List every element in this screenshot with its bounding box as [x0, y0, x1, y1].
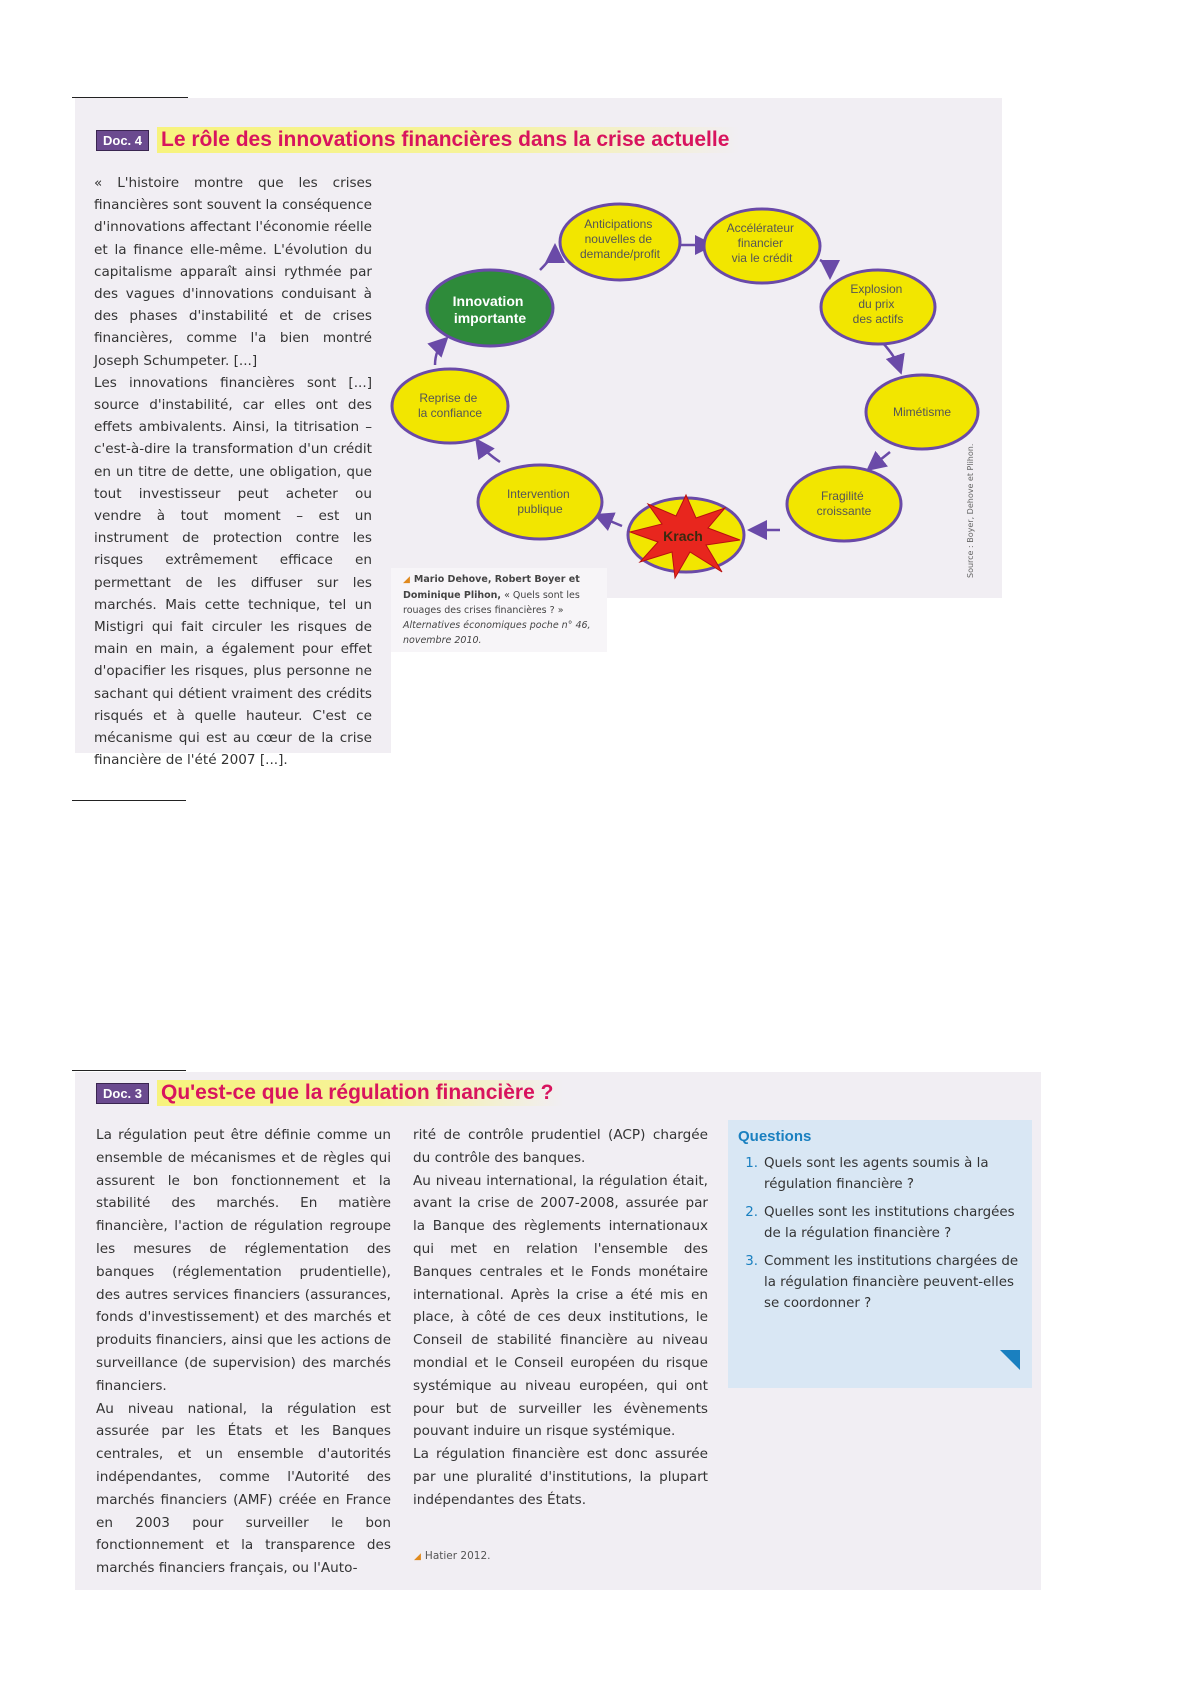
label-fragilite-1: Fragilité: [820, 489, 864, 503]
doc3-header: [96, 1080, 563, 1106]
source-triangle-icon: ◢: [403, 575, 410, 585]
doc3-source-triangle-icon: ◢: [414, 1552, 421, 1562]
arrow-krach-to-intervention: [598, 516, 622, 526]
label-explosion-1: Explosion: [850, 282, 903, 296]
label-explosion-2: du prix: [858, 297, 895, 311]
question-1-number: 1.: [745, 1156, 758, 1171]
question-2-text: Quelles sont les institutions chargées de la régulation financière ?: [764, 1205, 1015, 1241]
doc3-col2-paragraph-3: La régulation financière est donc assurée par une pluralité d'institutions, la plupart indépendantes des États.: [413, 1446, 708, 1508]
label-anticipations: [580, 217, 661, 261]
doc3-badge: Doc. 3: [96, 1083, 149, 1104]
label-explosion-3: des actifs: [852, 312, 904, 326]
doc4-source-authors: Mario Dehove, Robert Boyer et Dominique Plihon,: [403, 574, 580, 601]
crisis-cycle-diagram: [390, 190, 980, 580]
doc3-source-text: Hatier 2012.: [424, 1550, 491, 1562]
doc3-col2-paragraph-1: rité de contrôle prudentiel (ACP) chargée du contrôle des banques.: [413, 1127, 708, 1166]
question-2-number: 2.: [745, 1205, 758, 1220]
label-innovation-1: Innovation: [452, 293, 524, 309]
doc4-body-text: [94, 172, 372, 771]
doc3-title: Qu'est-ce que la régulation financière ?: [157, 1080, 563, 1106]
arrow-reprise-to-innovation: [435, 340, 445, 365]
doc3-col1-paragraph-1: La régulation peut être définie comme un ensemble de mécanismes et de règles qui assurent le bon fonctionnement et la stabilité des marchés. En matière financière, l'action de régulation regroupe les mesures de réglementation des banques (réglementation prudentielle), des autres services financiers (assurances, fonds d'investissement) et des marchés et produits financiers, ainsi que les actions de surveillance (de supervision) des marchés financiers.: [96, 1127, 391, 1394]
separator-rule-middle: [72, 800, 186, 801]
label-intervention-1: Intervention: [506, 487, 570, 501]
doc3-col2-paragraph-2: Au niveau international, la régulation était, avant la crise de 2007-2008, assurée par la Banque des règlements internationaux qui met en relation l'ensemble des Banques centrales et le Fonds monétaire international. Après la crise a été mis en place, à côté de ces deux institutions, le Conseil de stabilité financière au niveau mondial et le Conseil européen du risque systémique au niveau européen, qui ont pour but de surveiller les évènements pouvant induire un risque systémique.: [413, 1172, 708, 1440]
doc4-paragraph-2: Les innovations financières sont [...] source d'instabilité, car elles ont des effets ambivalents. Ainsi, la titrisation – c'est-à-dire la transformation d'un crédit en un titre de dette, une obligation, que tout investisseur peut acheter ou vendre à tout moment – est un instrument de protection contre les risques extrêmement efficace en permettant de les diffuser sur les marchés. Mais cette technique, tel un Mistigri qui fait circuler les risques de main en main, a également pour effet d'opacifier les risques, plus personne ne sachant qui détient vraiment des crédits risqués et à quelle hauteur. C'est ce mécanisme qui est au cœur de la crise financière de l'été 2007 [...].: [94, 374, 372, 769]
question-3-number: 3.: [745, 1254, 758, 1269]
label-reprise-2: la confiance: [417, 406, 483, 420]
label-fragilite: [817, 489, 872, 518]
doc4-paragraph-1: « L'histoire montre que les crises financières sont souvent la conséquence d'innovations affectant l'économie réelle et la finance elle-même. L'évolution du capitalisme apparaît ainsi rythmée par des vagues d'innovations conduisant à des phases d'instabilité et de crises financières, comme l'a bien montré Joseph Schumpeter. [...]: [94, 175, 372, 369]
label-anticipations-1: Anticipations: [584, 217, 653, 231]
doc3-column-2: [413, 1124, 708, 1512]
questions-corner-triangle-icon: [1000, 1350, 1020, 1370]
label-anticipations-3: demande/profit: [579, 247, 661, 261]
arrow-intervention-to-reprise: [478, 442, 500, 462]
arrow-accelerateur-to-explosion: [820, 260, 830, 275]
question-3-text: Comment les institutions chargées de la régulation financière peuvent-elles se coordonner ?: [764, 1254, 1019, 1311]
question-1: [738, 1153, 1020, 1195]
separator-rule-lower: [72, 1070, 186, 1071]
label-accelerateur-1: Accélérateur: [726, 221, 795, 235]
question-1-text: Quels sont les agents soumis à la régulation financière ?: [764, 1156, 989, 1192]
label-innovation-2: importante: [453, 310, 527, 326]
doc4-source-title: « Quels sont les rouages des crises financières ? »: [403, 590, 580, 616]
doc3-source: [414, 1550, 490, 1562]
label-accelerateur-2: financier: [737, 236, 784, 250]
doc3-column-1: [96, 1124, 391, 1580]
label-reprise-1: Reprise de: [419, 391, 478, 405]
label-krach: Krach: [663, 528, 703, 544]
label-innovation: [453, 293, 528, 326]
doc4-source: [391, 568, 607, 652]
label-reprise: [418, 391, 482, 420]
label-explosion: [850, 282, 905, 326]
questions-box: [728, 1120, 1032, 1388]
arrow-mimetisme-to-fragilite: [870, 452, 890, 468]
label-fragilite-2: croissante: [816, 504, 872, 518]
label-mimetisme: Mimétisme: [892, 405, 952, 419]
arrow-innovation-to-anticipations: [540, 248, 555, 270]
doc3-col1-paragraph-2: Au niveau national, la régulation est assurée par les États et les Banques centrales, et un ensemble d'autorités indépendantes, comme l'Autorité des marchés financiers (AMF) créée en France en 2003 pour surveiller le bon fonctionnement et la transparence des marchés financiers français, ou l'Auto-: [96, 1400, 391, 1577]
doc4-source-publication: Alternatives économiques poche n° 46, novembre 2010.: [403, 620, 591, 646]
doc4-title: Le rôle des innovations financières dans la crise actuelle: [157, 127, 739, 153]
doc4-header: [96, 127, 739, 153]
diagram-side-source: Source : Boyer, Dehove et Plihon.: [966, 443, 975, 578]
question-3: [738, 1251, 1020, 1314]
label-accelerateur-3: via le crédit: [731, 251, 793, 265]
label-intervention-2: publique: [517, 502, 563, 516]
label-anticipations-2: nouvelles de: [584, 232, 653, 246]
questions-title: Questions: [738, 1128, 812, 1145]
question-2: [738, 1202, 1020, 1244]
doc4-badge: Doc. 4: [96, 130, 149, 151]
